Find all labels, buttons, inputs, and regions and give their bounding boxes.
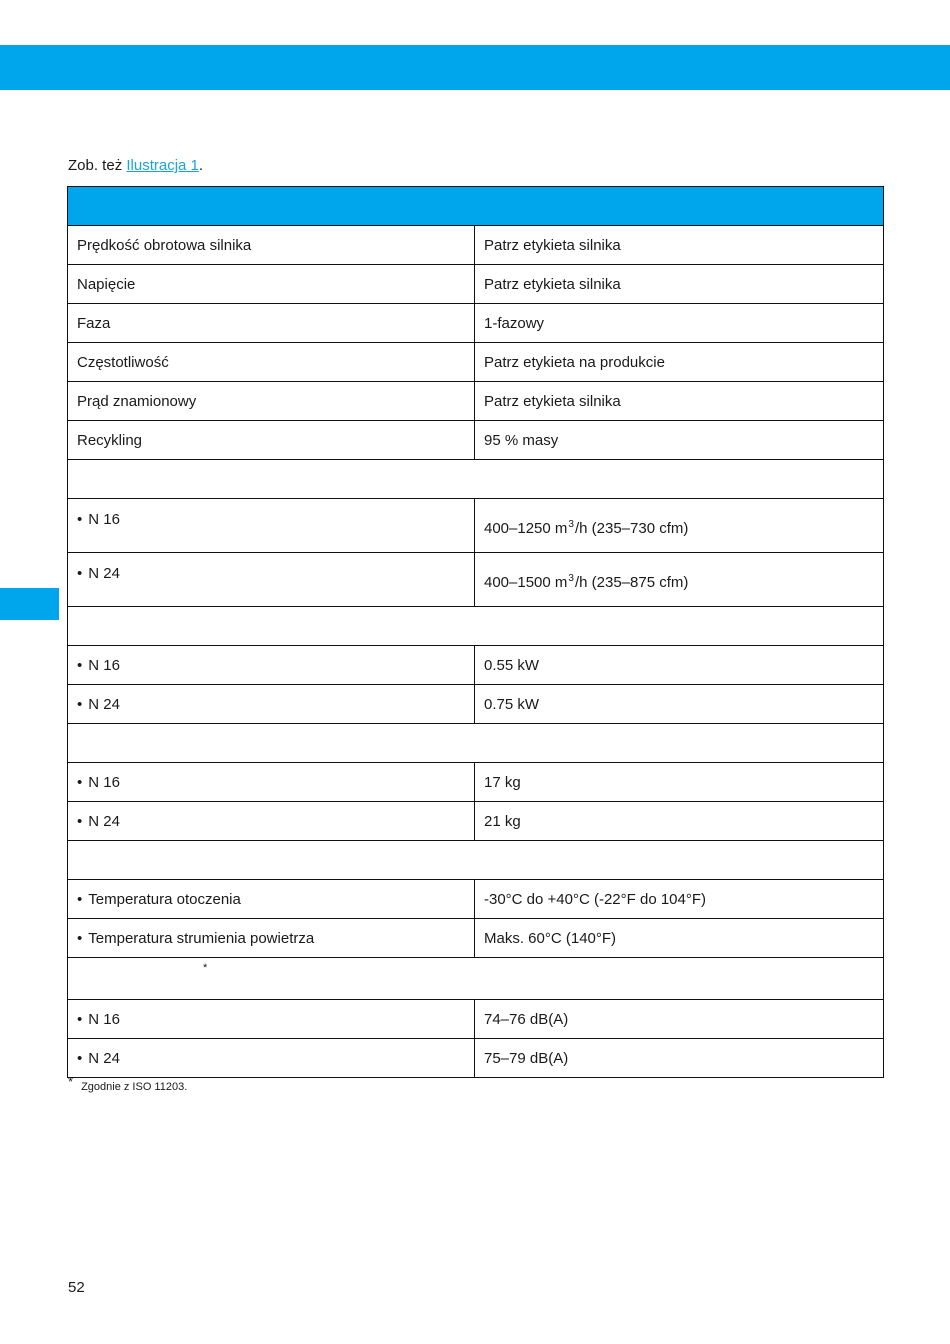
spec-value: -30°C do +40°C (-22°F do 104°F) <box>475 880 884 919</box>
spec-label: Faza <box>68 304 475 343</box>
figure-link[interactable]: Ilustracja 1 <box>126 157 199 174</box>
table-row <box>68 685 884 724</box>
spec-value: 0.55 kW <box>475 646 884 685</box>
bullet-mark: • <box>77 773 83 791</box>
spec-label: • N 16 <box>68 1000 475 1039</box>
section-row-temperature <box>68 841 884 880</box>
spec-value: 95 % masy <box>475 421 884 460</box>
spec-value: Patrz etykieta na produkcie <box>475 343 884 382</box>
section-row-noise <box>68 958 884 1000</box>
section-cell <box>68 958 884 1000</box>
chapter-tab <box>0 588 59 620</box>
intro-line <box>68 157 203 174</box>
spec-label: • N 16 <box>68 763 475 802</box>
bullet-mark: • <box>77 695 83 713</box>
section-cell <box>68 841 884 880</box>
bullet-mark: • <box>77 929 83 947</box>
spec-label: • N 16 <box>68 499 475 553</box>
bullet-mark: • <box>77 656 83 674</box>
spec-label: • N 24 <box>68 685 475 724</box>
header-band <box>0 45 950 90</box>
table-row <box>68 880 884 919</box>
spec-label: • N 24 <box>68 802 475 841</box>
table-row <box>68 304 884 343</box>
spec-label: • N 24 <box>68 553 475 607</box>
table-row <box>68 802 884 841</box>
spec-value: 400–1250 $m^3/h$ (235–730 cfm) <box>475 499 884 553</box>
table-row <box>68 382 884 421</box>
intro-prefix: Zob. też <box>68 157 127 174</box>
section-cell <box>68 724 884 763</box>
bullet-mark: • <box>77 1010 83 1028</box>
table-row <box>68 763 884 802</box>
table-header-cell <box>68 187 884 226</box>
spec-label: • N 16 <box>68 646 475 685</box>
technical-data-table <box>67 186 884 1078</box>
page-number: 52 <box>68 1279 85 1296</box>
spec-value: 400–1500 $m^3/h$ (235–875 cfm) <box>475 553 884 607</box>
spec-value: Patrz etykieta silnika <box>475 382 884 421</box>
spec-label: • Temperatura otoczenia <box>68 880 475 919</box>
bullet-mark: • <box>77 511 83 528</box>
bullet-mark: • <box>77 1049 83 1067</box>
bullet-mark: • <box>77 812 83 830</box>
table-row <box>68 646 884 685</box>
table-row <box>68 1000 884 1039</box>
table-row <box>68 919 884 958</box>
table-row <box>68 421 884 460</box>
footnote-marker: * <box>203 962 208 974</box>
bullet-mark: • <box>77 565 83 582</box>
spec-value: 75–79 dB(A) <box>475 1039 884 1078</box>
table-row <box>68 343 884 382</box>
table-row <box>68 1039 884 1078</box>
section-row-power <box>68 607 884 646</box>
spec-label: Prędkość obrotowa silnika <box>68 226 475 265</box>
section-cell <box>68 460 884 499</box>
section-row-weight <box>68 724 884 763</box>
spec-value: 17 kg <box>475 763 884 802</box>
footnote-text: Zgodnie z ISO 11203. <box>81 1081 188 1093</box>
spec-label: • N 24 <box>68 1039 475 1078</box>
table-row <box>68 265 884 304</box>
footnote-star: * <box>68 1074 74 1089</box>
spec-label: Recykling <box>68 421 475 460</box>
spec-label: Częstotliwość <box>68 343 475 382</box>
spec-value: 1-fazowy <box>475 304 884 343</box>
section-row-airflow <box>68 460 884 499</box>
spec-label: Napięcie <box>68 265 475 304</box>
spec-value: Patrz etykieta silnika <box>475 226 884 265</box>
intro-suffix: . <box>198 157 204 174</box>
spec-value: 21 kg <box>475 802 884 841</box>
table-row <box>68 553 884 607</box>
spec-value: Patrz etykieta silnika <box>475 265 884 304</box>
bullet-mark: • <box>77 890 83 908</box>
section-cell <box>68 607 884 646</box>
table-header-row <box>68 187 884 226</box>
spec-label: • Temperatura strumienia powietrza <box>68 919 475 958</box>
spec-value: Maks. 60°C (140°F) <box>475 919 884 958</box>
table-row <box>68 499 884 553</box>
table-row <box>68 226 884 265</box>
spec-value: 0.75 kW <box>475 685 884 724</box>
spec-label: Prąd znamionowy <box>68 382 475 421</box>
footnote <box>68 1074 187 1093</box>
spec-value: 74–76 dB(A) <box>475 1000 884 1039</box>
